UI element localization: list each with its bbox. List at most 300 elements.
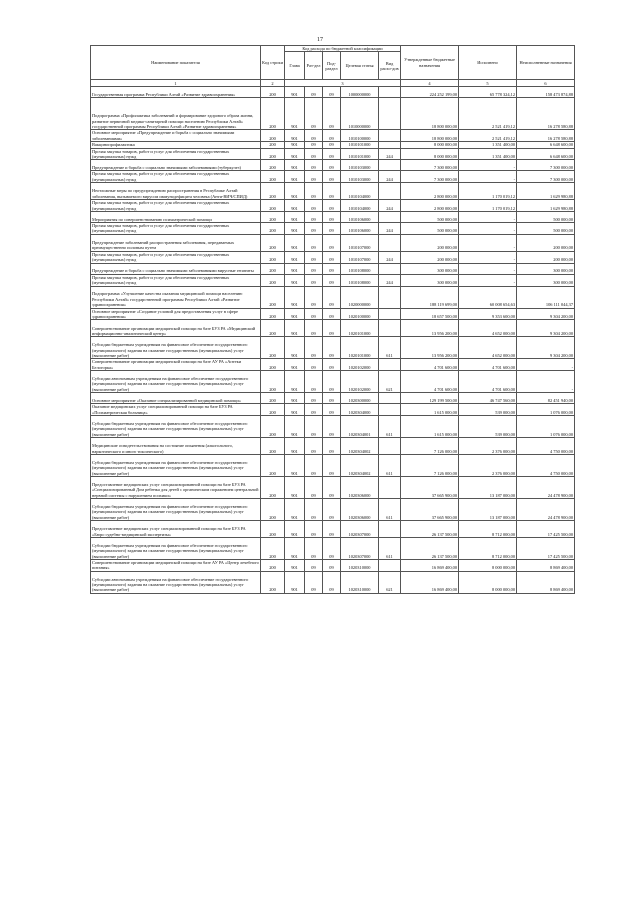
row-razdel-cell: 09 — [305, 498, 323, 520]
row-approved-cell: 18 800 000,00 — [401, 98, 459, 130]
row-podrazdel-cell: 09 — [323, 234, 341, 251]
row-glava-cell: 901 — [285, 251, 305, 263]
row-vid-cell — [379, 98, 401, 130]
row-podrazdel-cell: 09 — [323, 476, 341, 498]
row-name-cell: Прочая закупка товаров, работ и услуг для обеспечения государственных (муниципальных) нужд — [91, 223, 261, 235]
row-target-cell: 1020307000 — [341, 520, 379, 537]
row-podrazdel-cell: 09 — [323, 359, 341, 371]
row-code-cell: 200 — [261, 212, 285, 223]
header-unexecuted: Неисполненные назначения — [517, 46, 575, 80]
row-unexecuted-cell: 300 000,00 — [517, 274, 575, 286]
row-approved-cell: 13 956 200,00 — [401, 337, 459, 359]
row-target-cell: 1010104000 — [341, 200, 379, 212]
row-approved-cell: 26 137 500,00 — [401, 537, 459, 559]
row-target-cell: 1020306000 — [341, 476, 379, 498]
row-code-cell: 200 — [261, 234, 285, 251]
row-executed-cell: 8 712 000,00 — [459, 520, 517, 537]
table-row — [91, 212, 575, 223]
row-razdel-cell: 09 — [305, 320, 323, 337]
table-row — [91, 274, 575, 286]
row-podrazdel-cell: 09 — [323, 274, 341, 286]
row-unexecuted-cell: 1 076 000,00 — [517, 404, 575, 416]
row-vid-cell — [379, 437, 401, 454]
row-podrazdel-cell: 09 — [323, 393, 341, 404]
row-vid-cell — [379, 234, 401, 251]
row-approved-cell: 300 000,00 — [401, 263, 459, 274]
table-row — [91, 371, 575, 393]
row-vid-cell — [379, 404, 401, 416]
row-vid-cell: 611 — [379, 498, 401, 520]
table-row — [91, 308, 575, 320]
row-razdel-cell: 09 — [305, 234, 323, 251]
row-name-cell: Субсидии автономным учреждениям на финансовое обеспечение государственного (муниципального) задания на оказание государственных (муниципальных) услуг (выполнение работ) — [91, 571, 261, 593]
row-unexecuted-cell: 9 304 200,00 — [517, 337, 575, 359]
header-executed: Исполнено — [459, 46, 517, 80]
row-glava-cell: 901 — [285, 359, 305, 371]
table-row — [91, 359, 575, 371]
row-podrazdel-cell: 09 — [323, 437, 341, 454]
row-unexecuted-cell: 8 869 400,00 — [517, 571, 575, 593]
table-row — [91, 148, 575, 160]
table-row — [91, 98, 575, 130]
row-code-cell: 200 — [261, 148, 285, 160]
row-target-cell: 1020102000 — [341, 371, 379, 393]
row-vid-cell — [379, 559, 401, 571]
row-name-cell: Подпрограмма «Профилактика заболеваний и формирование здорового образа жизни, развитие первичной медико-санитарной помощи населению Республики Алтай» государственной программы Республики Алтай «Развитие здравоохранения» — [91, 98, 261, 130]
row-unexecuted-cell: 1 629 980,88 — [517, 200, 575, 212]
row-unexecuted-cell: 500 000,00 — [517, 212, 575, 223]
header-podrazdel: Под-раздел — [323, 52, 341, 80]
row-approved-cell: 200 000,00 — [401, 234, 459, 251]
row-unexecuted-cell: 4 750 000,00 — [517, 454, 575, 476]
row-razdel-cell: 09 — [305, 437, 323, 454]
table-row — [91, 223, 575, 235]
row-approved-cell: 200 000,00 — [401, 251, 459, 263]
row-approved-cell: 16 869 400,00 — [401, 559, 459, 571]
row-podrazdel-cell: 09 — [323, 142, 341, 148]
row-approved-cell: 37 665 900,00 — [401, 498, 459, 520]
row-glava-cell: 901 — [285, 234, 305, 251]
row-executed-cell: 1 351 400,00 — [459, 142, 517, 148]
row-code-cell: 200 — [261, 520, 285, 537]
row-razdel-cell: 09 — [305, 359, 323, 371]
row-approved-cell: 37 665 900,00 — [401, 476, 459, 498]
row-podrazdel-cell: 09 — [323, 251, 341, 263]
row-target-cell: 1020100000 — [341, 308, 379, 320]
row-code-cell: 200 — [261, 274, 285, 286]
row-unexecuted-cell: 24 478 900,00 — [517, 476, 575, 498]
row-approved-cell: 16 869 400,00 — [401, 571, 459, 593]
row-glava-cell: 901 — [285, 454, 305, 476]
row-podrazdel-cell: 09 — [323, 404, 341, 416]
row-target-cell: 1000000000 — [341, 87, 379, 98]
row-executed-cell: 1 170 019,12 — [459, 200, 517, 212]
row-razdel-cell: 09 — [305, 393, 323, 404]
row-razdel-cell: 09 — [305, 160, 323, 171]
row-approved-cell: 1 615 000,00 — [401, 404, 459, 416]
col-num: 2 — [261, 80, 285, 87]
row-name-cell: Прочая закупка товаров, работ и услуг для обеспечения государственных (муниципальных) нужд — [91, 200, 261, 212]
row-vid-cell: 611 — [379, 454, 401, 476]
row-glava-cell: 901 — [285, 393, 305, 404]
row-executed-cell: 2 521 419,12 — [459, 130, 517, 142]
row-podrazdel-cell: 09 — [323, 212, 341, 223]
row-executed-cell: 2 376 000,00 — [459, 437, 517, 454]
table-row — [91, 130, 575, 142]
row-razdel-cell: 09 — [305, 308, 323, 320]
row-executed-cell: - — [459, 212, 517, 223]
row-code-cell: 200 — [261, 308, 285, 320]
row-unexecuted-cell: 17 425 500,00 — [517, 537, 575, 559]
row-code-cell: 200 — [261, 359, 285, 371]
row-glava-cell: 901 — [285, 476, 305, 498]
header-budget-code: Код расхода по бюджетной классификации — [285, 46, 401, 52]
row-glava-cell: 901 — [285, 404, 305, 416]
row-podrazdel-cell: 09 — [323, 415, 341, 437]
row-executed-cell: 8 000 000,00 — [459, 559, 517, 571]
row-razdel-cell: 09 — [305, 148, 323, 160]
row-target-cell: 1020300000 — [341, 393, 379, 404]
row-glava-cell: 901 — [285, 171, 305, 183]
row-podrazdel-cell: 09 — [323, 571, 341, 593]
row-razdel-cell: 09 — [305, 223, 323, 235]
row-unexecuted-cell: 16 278 580,88 — [517, 98, 575, 130]
row-vid-cell: 244 — [379, 148, 401, 160]
row-unexecuted-cell: 200 000,00 — [517, 234, 575, 251]
col-num: 5 — [459, 80, 517, 87]
col-num: 6 — [517, 80, 575, 87]
row-target-cell: 1010106000 — [341, 212, 379, 223]
row-glava-cell: 901 — [285, 130, 305, 142]
header-glava: Глава — [285, 52, 305, 80]
row-unexecuted-cell: 7 300 000,00 — [517, 160, 575, 171]
row-glava-cell: 901 — [285, 498, 305, 520]
row-executed-cell: - — [459, 223, 517, 235]
row-unexecuted-cell: 200 000,00 — [517, 251, 575, 263]
row-name-cell: Совершенствование организации медицинской помощи на базе АУ РА «Аптеки Белогорка» — [91, 359, 261, 371]
row-razdel-cell: 09 — [305, 183, 323, 200]
row-approved-cell: 2 800 000,00 — [401, 200, 459, 212]
row-unexecuted-cell: 1 076 000,00 — [517, 415, 575, 437]
row-unexecuted-cell: 9 304 200,00 — [517, 308, 575, 320]
row-glava-cell: 901 — [285, 274, 305, 286]
row-unexecuted-cell: 17 425 500,00 — [517, 520, 575, 537]
row-target-cell: 1010101000 — [341, 148, 379, 160]
table-row — [91, 404, 575, 416]
row-approved-cell: 4 701 600,00 — [401, 371, 459, 393]
row-code-cell: 200 — [261, 571, 285, 593]
row-code-cell: 200 — [261, 171, 285, 183]
row-executed-cell: 4 652 000,00 — [459, 320, 517, 337]
table-row — [91, 200, 575, 212]
row-glava-cell: 901 — [285, 371, 305, 393]
row-vid-cell — [379, 393, 401, 404]
row-razdel-cell: 09 — [305, 454, 323, 476]
row-unexecuted-cell: 8 869 400,00 — [517, 559, 575, 571]
row-unexecuted-cell: - — [517, 359, 575, 371]
row-name-cell: Субсидии бюджетным учреждениям на финансовое обеспечение государственного (муниципального) задания на оказание государственных (муниципальных) услуг (выполнение работ) — [91, 498, 261, 520]
table-row — [91, 160, 575, 171]
row-target-cell: 1020304002 — [341, 454, 379, 476]
row-executed-cell: 9 353 600,00 — [459, 308, 517, 320]
row-code-cell: 200 — [261, 130, 285, 142]
row-name-cell: Совершенствование организации медицинской помощи на базе БУЗ РА «Медицинский информационно-аналитический центр» — [91, 320, 261, 337]
row-code-cell: 200 — [261, 223, 285, 235]
row-glava-cell: 901 — [285, 320, 305, 337]
table-row — [91, 437, 575, 454]
row-name-cell: Оказание медицинских услуг специализированной помощи на базе БУЗ РА «Психиатрическая больница» — [91, 404, 261, 416]
row-vid-cell: 244 — [379, 274, 401, 286]
row-code-cell: 200 — [261, 98, 285, 130]
table-row — [91, 393, 575, 404]
row-razdel-cell: 09 — [305, 171, 323, 183]
row-podrazdel-cell: 09 — [323, 559, 341, 571]
row-unexecuted-cell: 4 750 000,00 — [517, 437, 575, 454]
header-target: Целевая статья — [341, 52, 379, 80]
row-code-cell: 200 — [261, 251, 285, 263]
row-podrazdel-cell: 09 — [323, 320, 341, 337]
row-approved-cell: 7 126 000,00 — [401, 437, 459, 454]
row-approved-cell: 300 000,00 — [401, 274, 459, 286]
row-approved-cell: 18 657 500,00 — [401, 308, 459, 320]
row-executed-cell: 4 701 600,00 — [459, 359, 517, 371]
row-target-cell: 1020304000 — [341, 404, 379, 416]
row-razdel-cell: 09 — [305, 212, 323, 223]
row-razdel-cell: 09 — [305, 263, 323, 274]
row-code-cell: 200 — [261, 537, 285, 559]
row-glava-cell: 901 — [285, 212, 305, 223]
row-name-cell: Подпрограмма «Улучшение качества оказания медицинской помощи населению Республики Алтай» государственной программы Республики Алтай «Развитие здравоохранения» — [91, 286, 261, 308]
row-target-cell: 1020101000 — [341, 337, 379, 359]
row-unexecuted-cell: 158 473 874,88 — [517, 87, 575, 98]
row-glava-cell: 901 — [285, 308, 305, 320]
row-executed-cell: - — [459, 234, 517, 251]
row-unexecuted-cell: 24 478 900,00 — [517, 498, 575, 520]
row-glava-cell: 901 — [285, 223, 305, 235]
row-name-cell: Предоставление медицинских услуг специализированной помощи на базе БУЗ РА «Бюро судебно-медицинской экспертизы» — [91, 520, 261, 537]
row-code-cell: 200 — [261, 476, 285, 498]
row-podrazdel-cell: 09 — [323, 223, 341, 235]
row-target-cell: 1010106000 — [341, 223, 379, 235]
row-razdel-cell: 09 — [305, 87, 323, 98]
row-target-cell: 1020310000 — [341, 571, 379, 593]
row-unexecuted-cell: 9 304 200,00 — [517, 320, 575, 337]
row-approved-cell: 500 000,00 — [401, 212, 459, 223]
row-glava-cell: 901 — [285, 87, 305, 98]
row-podrazdel-cell: 09 — [323, 286, 341, 308]
row-target-cell: 1020304001 — [341, 415, 379, 437]
row-vid-cell: 244 — [379, 200, 401, 212]
row-podrazdel-cell: 09 — [323, 171, 341, 183]
table-row — [91, 286, 575, 308]
row-unexecuted-cell: 82 451 940,00 — [517, 393, 575, 404]
row-name-cell: Прочая закупка товаров, работ и услуг для обеспечения государственных (муниципальных) нужд — [91, 148, 261, 160]
row-podrazdel-cell: 09 — [323, 130, 341, 142]
page-number: 17 — [317, 37, 323, 43]
row-podrazdel-cell: 09 — [323, 337, 341, 359]
row-vid-cell — [379, 160, 401, 171]
row-approved-cell: 7 300 000,00 — [401, 171, 459, 183]
table-row — [91, 263, 575, 274]
row-executed-cell: 8 712 000,00 — [459, 537, 517, 559]
row-approved-cell: 8 000 000,00 — [401, 142, 459, 148]
row-executed-cell: 2 521 419,12 — [459, 98, 517, 130]
row-unexecuted-cell: 16 278 580,88 — [517, 130, 575, 142]
row-podrazdel-cell: 09 — [323, 87, 341, 98]
row-glava-cell: 901 — [285, 537, 305, 559]
row-approved-cell: 26 137 500,00 — [401, 520, 459, 537]
table-row — [91, 183, 575, 200]
row-razdel-cell: 09 — [305, 142, 323, 148]
row-executed-cell: 8 000 000,00 — [459, 571, 517, 593]
row-vid-cell — [379, 130, 401, 142]
row-approved-cell: 129 199 500,00 — [401, 393, 459, 404]
row-name-cell: Предупреждение и борьба с социально значимыми заболеваниями (туберкулез) — [91, 160, 261, 171]
row-podrazdel-cell: 09 — [323, 148, 341, 160]
table-row — [91, 476, 575, 498]
row-name-cell: Прочая закупка товаров, работ и услуг для обеспечения государственных (муниципальных) нужд — [91, 274, 261, 286]
row-podrazdel-cell: 09 — [323, 200, 341, 212]
row-podrazdel-cell: 09 — [323, 183, 341, 200]
row-glava-cell: 901 — [285, 98, 305, 130]
row-approved-cell: 500 000,00 — [401, 223, 459, 235]
table-row — [91, 498, 575, 520]
row-podrazdel-cell: 09 — [323, 537, 341, 559]
row-code-cell: 200 — [261, 454, 285, 476]
row-name-cell: Прочая закупка товаров, работ и услуг для обеспечения государственных (муниципальных) нужд — [91, 171, 261, 183]
row-executed-cell: 1 351 400,00 — [459, 148, 517, 160]
row-razdel-cell: 09 — [305, 251, 323, 263]
row-unexecuted-cell: 7 300 000,00 — [517, 171, 575, 183]
row-glava-cell: 901 — [285, 337, 305, 359]
row-podrazdel-cell: 09 — [323, 98, 341, 130]
row-razdel-cell: 09 — [305, 476, 323, 498]
row-code-cell: 200 — [261, 160, 285, 171]
row-podrazdel-cell: 09 — [323, 263, 341, 274]
row-code-cell: 200 — [261, 437, 285, 454]
row-vid-cell: 621 — [379, 371, 401, 393]
row-executed-cell: 1 170 019,12 — [459, 183, 517, 200]
row-code-cell: 200 — [261, 559, 285, 571]
row-name-cell: Совершенствование организации медицинской помощи на базе АУ РА «Центр лечебного питания» — [92, 559, 259, 571]
row-approved-cell: 224 252 199,00 — [401, 87, 459, 98]
row-target-cell: 1020306000 — [341, 498, 379, 520]
row-glava-cell: 901 — [285, 200, 305, 212]
row-name-cell: Медицинские освидетельствования на состояние опьянения (алкогольного, наркотического и иного токсического) — [91, 437, 261, 454]
table-row — [91, 520, 575, 537]
table-row — [91, 337, 575, 359]
row-vid-cell: 244 — [379, 251, 401, 263]
row-glava-cell: 901 — [285, 263, 305, 274]
row-razdel-cell: 09 — [305, 337, 323, 359]
row-glava-cell: 901 — [285, 160, 305, 171]
row-podrazdel-cell: 09 — [323, 498, 341, 520]
row-name-cell: Предупреждение и борьба с социально значимыми заболеваниями вирусные гепатиты — [91, 263, 261, 274]
row-code-cell: 200 — [261, 87, 285, 98]
row-name-cell: Субсидии бюджетным учреждениям на финансовое обеспечение государственного (муниципального) задания на оказание государственных (муниципальных) услуг (выполнение работ) — [91, 415, 261, 437]
row-target-cell: 1020310000 — [341, 559, 379, 571]
row-target-cell: 1010107000 — [341, 251, 379, 263]
row-glava-cell: 901 — [285, 148, 305, 160]
row-glava-cell: 901 — [285, 571, 305, 593]
row-vid-cell: 244 — [379, 223, 401, 235]
row-executed-cell: 65 778 324,12 — [459, 87, 517, 98]
row-target-cell: 1020304002 — [341, 437, 379, 454]
row-name-cell: Основное мероприятие «Предупреждение и борьба с социально значимыми заболеваниями» — [91, 130, 261, 142]
col-num: 3 — [285, 80, 401, 87]
row-vid-cell — [379, 286, 401, 308]
row-target-cell: 1010108000 — [341, 263, 379, 274]
header-vid: Вид расхо-дов — [379, 52, 401, 80]
row-vid-cell: 611 — [379, 415, 401, 437]
row-podrazdel-cell: 09 — [323, 454, 341, 476]
row-executed-cell: - — [459, 160, 517, 171]
row-executed-cell: 13 187 000,00 — [459, 476, 517, 498]
header-approved: Утвержденные бюджетные назначения — [401, 46, 459, 80]
row-glava-cell: 901 — [285, 520, 305, 537]
row-razdel-cell: 09 — [305, 286, 323, 308]
row-vid-cell: 244 — [379, 171, 401, 183]
row-executed-cell: - — [459, 274, 517, 286]
row-podrazdel-cell: 09 — [323, 371, 341, 393]
row-podrazdel-cell: 09 — [323, 520, 341, 537]
row-target-cell: 1020307000 — [341, 537, 379, 559]
row-code-cell: 200 — [261, 371, 285, 393]
col-num: 4 — [401, 80, 459, 87]
row-code-cell: 200 — [261, 320, 285, 337]
table-body — [91, 87, 575, 593]
row-vid-cell: 621 — [379, 571, 401, 593]
row-unexecuted-cell: 500 000,00 — [517, 223, 575, 235]
table-row — [91, 415, 575, 437]
table-row — [91, 571, 575, 593]
table-row — [91, 251, 575, 263]
row-razdel-cell: 09 — [305, 371, 323, 393]
row-vid-cell — [379, 263, 401, 274]
row-razdel-cell: 09 — [305, 415, 323, 437]
row-razdel-cell: 09 — [305, 404, 323, 416]
row-podrazdel-cell: 09 — [323, 160, 341, 171]
row-vid-cell — [379, 320, 401, 337]
row-executed-cell: - — [459, 251, 517, 263]
row-vid-cell: 611 — [379, 337, 401, 359]
row-name-cell: Неотложные меры по предупреждению распространения в Республике Алтай заболевания, вызываемого вирусом иммунодефицита человека (Анти-ВИЧ/СПИД) — [91, 183, 261, 200]
table-row — [91, 171, 575, 183]
row-vid-cell — [379, 87, 401, 98]
row-name-cell: Предупреждение заболеваний распространения заболевания, передаваемых преимущественно половым путем — [91, 234, 261, 251]
row-target-cell: 1010101000 — [341, 142, 379, 148]
row-approved-cell: 4 701 600,00 — [401, 359, 459, 371]
row-executed-cell: 46 747 560,00 — [459, 393, 517, 404]
row-code-cell: 200 — [261, 200, 285, 212]
budget-execution-table — [90, 45, 575, 594]
row-approved-cell: 2 800 000,00 — [401, 183, 459, 200]
row-name-cell: Основное мероприятие «Создание условий для предоставления услуг в сфере здравоохранения» — [91, 308, 261, 320]
row-executed-cell: 539 000,00 — [459, 404, 517, 416]
row-executed-cell: 539 000,00 — [459, 415, 517, 437]
row-target-cell: 1020102000 — [341, 359, 379, 371]
row-code-cell: 200 — [261, 142, 285, 148]
row-name-cell: Субсидии бюджетным учреждениям на финансовое обеспечение государственного (муниципального) задания на оказание государственных (муниципальных) услуг (выполнение работ) — [91, 454, 261, 476]
row-razdel-cell: 09 — [305, 98, 323, 130]
row-code-cell: 200 — [261, 286, 285, 308]
row-approved-cell: 13 956 200,00 — [401, 320, 459, 337]
row-name-cell: Субсидии бюджетным учреждениям на финансовое обеспечение государственного (муниципального) задания на оказание государственных (муниципальных) услуг (выполнение работ) — [91, 337, 261, 359]
row-unexecuted-cell: 106 111 044,37 — [517, 286, 575, 308]
row-code-cell: 200 — [261, 404, 285, 416]
row-name-cell: Основное мероприятие «Оказание специализированной медицинской помощи» — [91, 393, 261, 404]
row-razdel-cell: 09 — [305, 520, 323, 537]
